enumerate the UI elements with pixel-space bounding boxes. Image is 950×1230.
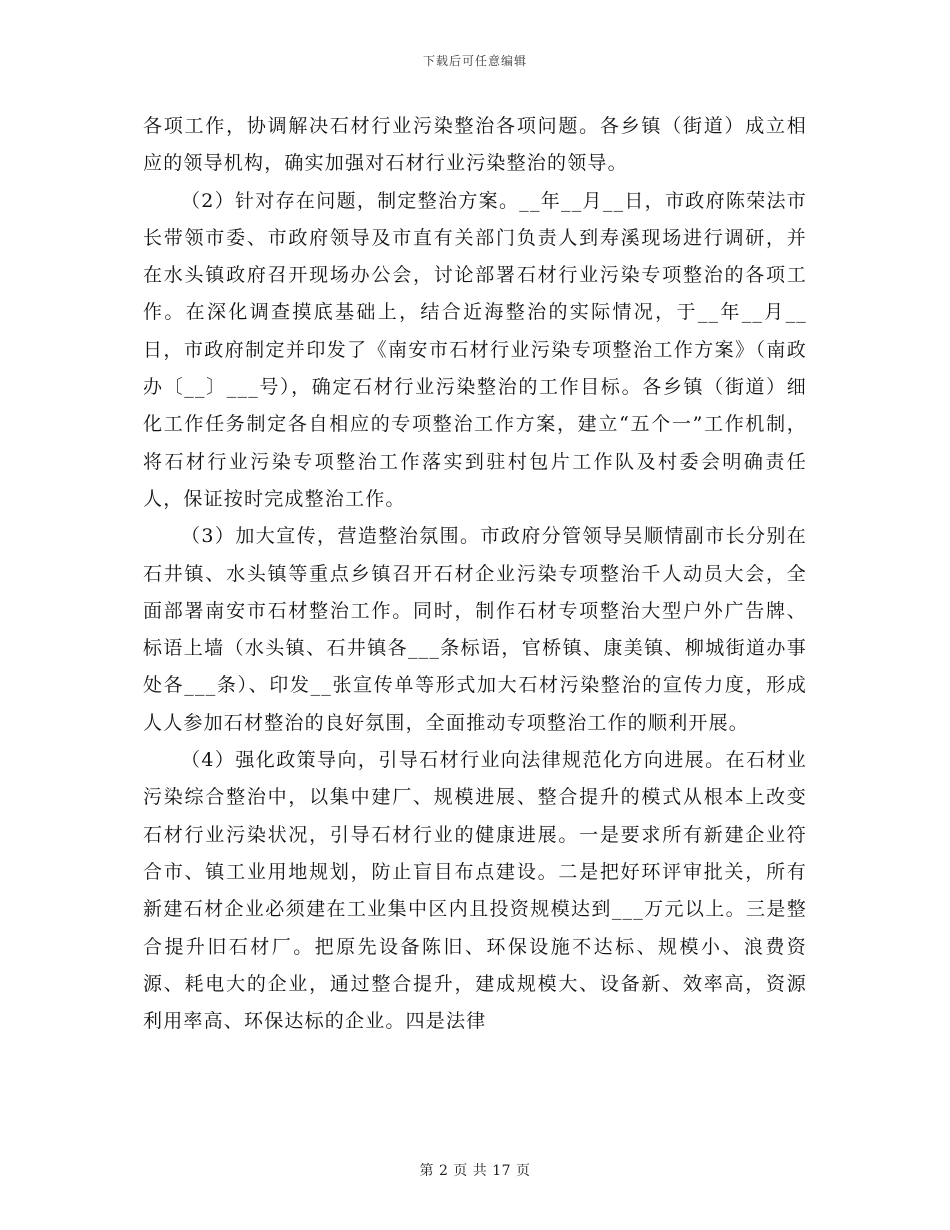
page-number-footer: 第 2 页 共 17 页 <box>419 1163 531 1179</box>
paragraph-item-4: （4）强化政策导向，引导石材行业向法律规范化方向进展。在石材业污染综合整治中，以集中建厂、规模进展、整合提升的模式从根本上改变石材行业污染状况，引导石材行业的健康进展。一是要求所有新建企业符合市、镇工业用地规划，防止盲目布点建设。二是把好环评审批关，所有新建石材企业必须建在工业集中区内且投资规模达到___万元以上。三是整合提升旧石材厂。把原先设备陈旧、环保设施不达标、规模小、浪费资源、耗电大的企业，通过整合提升，建成规模大、设备新、效率高，资源利用率高、环保达标的企业。四是法律 <box>143 749 807 1033</box>
paragraph-item-2: （2）针对存在问题，制定整治方案。__年__月__日，市政府陈荣法市长带领市委、市政府领导及市直有关部门负责人到寿溪现场进行调研，并在水头镇政府召开现场办公会，讨论部署石材行业污染专项整治的各项工作。在深化调查摸底基础上，结合近海整治的实际情况，于__年__月__日，市政府制定并印发了《南安市石材行业污染专项整治工作方案》（南政办〔__〕___号），确定石材行业污染整治的工作目标。各乡镇（街道）细化工作任务制定各自相应的专项整治工作方案，建立“五个一”工作机制，将石材行业污染专项整治工作落实到驻村包片工作队及村委会明确责任人，保证按时完成整治工作。 <box>143 189 807 510</box>
paragraph-continuation: 各项工作，协调解决石材行业污染整治各项问题。各乡镇（街道）成立相应的领导机构，确实加强对石材行业污染整治的领导。 <box>143 115 807 175</box>
document-body <box>143 108 807 1040</box>
header-note: 下载后可任意编辑 <box>422 54 527 68</box>
paragraph-item-3: （3）加大宣传，营造整治氛围。市政府分管领导吴顺情副市长分别在石井镇、水头镇等重点乡镇召开石材企业污染专项整治千人动员大会，全面部署南安市石材整治工作。同时，制作石材专项整治大型户外广告牌、标语上墙（水头镇、石井镇各___条标语，官桥镇、康美镇、柳城街道办事处各___条）、印发__张宣传单等形式加大石材污染整治的宣传力度，形成人人参加石材整治的良好氛围，全面推动专项整治工作的顺利开展。 <box>143 525 807 734</box>
